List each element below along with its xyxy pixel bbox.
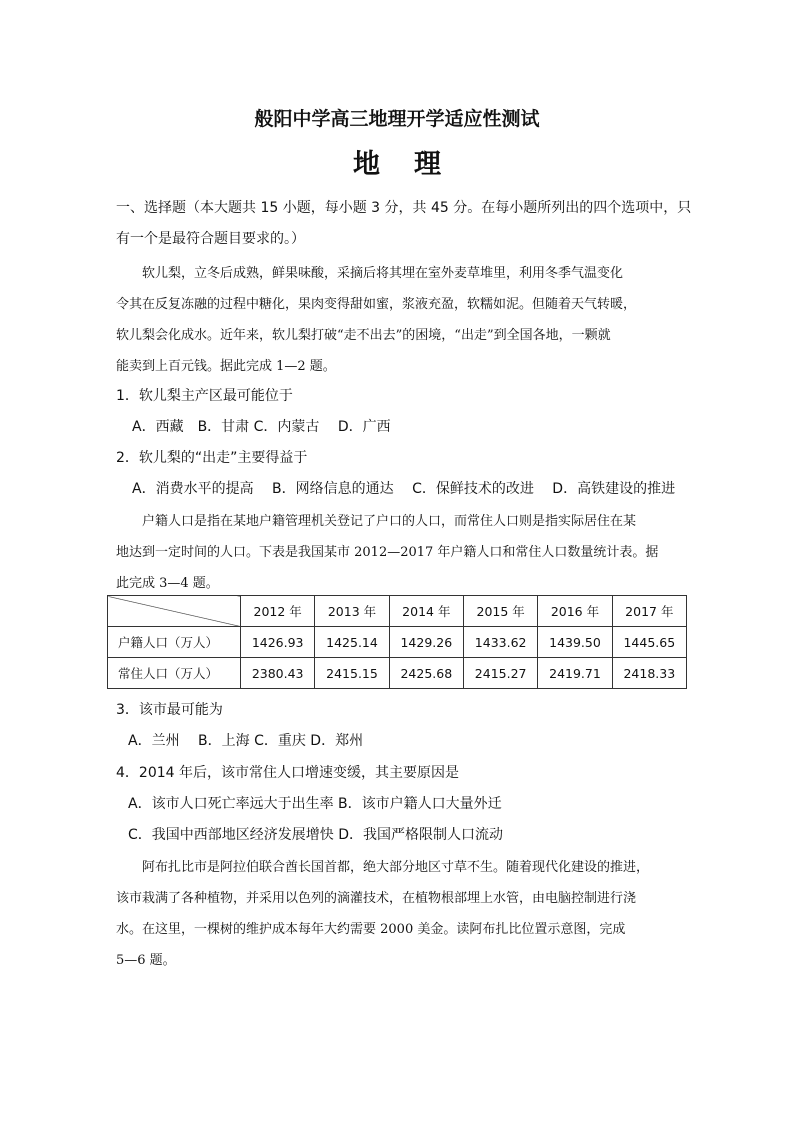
year-header: 2017 年 xyxy=(612,596,686,627)
year-header: 2016 年 xyxy=(538,596,612,627)
population-table xyxy=(107,595,687,689)
question-3-options: A．兰州 B．上海 C．重庆 D．郑州 xyxy=(128,733,364,749)
table-corner-cell xyxy=(108,596,241,627)
table-cell: 2380.43 xyxy=(241,658,315,689)
year-header: 2014 年 xyxy=(389,596,463,627)
passage-2-line-1: 户籍人口是指在某地户籍管理机关登记了户口的人口，而常住人口则是指实际居住在某 xyxy=(142,514,637,529)
passage-2-line-2: 地达到一定时间的人口。下表是我国某市 2012—2017 年户籍人口和常住人口数量统计表。据 xyxy=(116,545,659,560)
table-row xyxy=(108,627,687,658)
subject-title: 地理 xyxy=(353,149,475,180)
passage-3-line-4: 5—6 题。 xyxy=(116,953,176,968)
table-header-row xyxy=(108,596,687,627)
year-header: 2015 年 xyxy=(463,596,537,627)
passage-3-line-1: 阿布扎比市是阿拉伯联合酋长国首都，绝大部分地区寸草不生。随着现代化建设的推进， xyxy=(142,860,650,875)
question-2-options: A．消费水平的提高 B．网络信息的通达 C．保鲜技术的改进 D．高铁建设的推进 xyxy=(132,481,676,497)
passage-1-line-2: 令其在反复冻融的过程中糖化，果肉变得甜如蜜，浆液充盈，软糯如泥。但随着天气转暖， xyxy=(116,297,637,312)
passage-1-line-4: 能卖到上百元钱。据此完成 1—2 题。 xyxy=(116,359,336,374)
table-cell: 2415.27 xyxy=(463,658,537,689)
question-2-stem: 2．软儿梨的“出走”主要得益于 xyxy=(116,450,308,466)
year-header: 2013 年 xyxy=(315,596,389,627)
row-label: 户籍人口（万人） xyxy=(108,627,241,658)
passage-1-line-3: 软儿梨会化成水。近年来，软儿梨打破“走不出去”的困境，“出走”到全国各地，一颗就 xyxy=(116,328,611,343)
section-instructions-line-2: 有一个是最符合题目要求的。） xyxy=(116,231,305,247)
table-cell: 2419.71 xyxy=(538,658,612,689)
table-cell: 2418.33 xyxy=(612,658,686,689)
question-1-stem: 1．软儿梨主产区最可能位于 xyxy=(116,388,293,404)
table-cell: 1433.62 xyxy=(463,627,537,658)
section-instructions-line-1: 一、选择题（本大题共 15 小题，每小题 3 分，共 45 分。在每小题所列出的四个选项中，只 xyxy=(116,200,692,216)
question-1-options: A．西藏 B．甘肃 C．内蒙古 D．广西 xyxy=(132,419,391,435)
question-4-options-2: C．我国中西部地区经济发展增快 D．我国严格限制人口流动 xyxy=(128,827,504,843)
table-cell: 1439.50 xyxy=(538,627,612,658)
table-cell: 1445.65 xyxy=(612,627,686,658)
table-cell: 1429.26 xyxy=(389,627,463,658)
passage-1-line-1: 软儿梨，立冬后成熟，鲜果味酸，采摘后将其埋在室外麦草堆里，利用冬季气温变化 xyxy=(142,266,624,281)
question-4-stem: 4．2014 年后，该市常住人口增速变缓，其主要原因是 xyxy=(116,765,459,781)
question-4-options-1: A．该市人口死亡率远大于出生率 B．该市户籍人口大量外迁 xyxy=(128,796,502,812)
year-header: 2012 年 xyxy=(241,596,315,627)
passage-2-line-3: 此完成 3—4 题。 xyxy=(116,576,219,591)
table-cell: 2425.68 xyxy=(389,658,463,689)
table-cell: 1426.93 xyxy=(241,627,315,658)
question-3-stem: 3．该市最可能为 xyxy=(116,702,223,718)
row-label: 常住人口（万人） xyxy=(108,658,241,689)
passage-3-line-2: 该市栽满了各种植物，并采用以色列的滴灌技术，在植物根部埋上水管，由电脑控制进行浇 xyxy=(116,891,637,906)
exam-title: 般阳中学高三地理开学适应性测试 xyxy=(254,108,540,130)
table-cell: 2415.15 xyxy=(315,658,389,689)
passage-3-line-3: 水。在这里，一棵树的维护成本每年大约需要 2000 美金。读阿布扎比位置示意图，完成 xyxy=(116,922,626,937)
table-row xyxy=(108,658,687,689)
table-cell: 1425.14 xyxy=(315,627,389,658)
